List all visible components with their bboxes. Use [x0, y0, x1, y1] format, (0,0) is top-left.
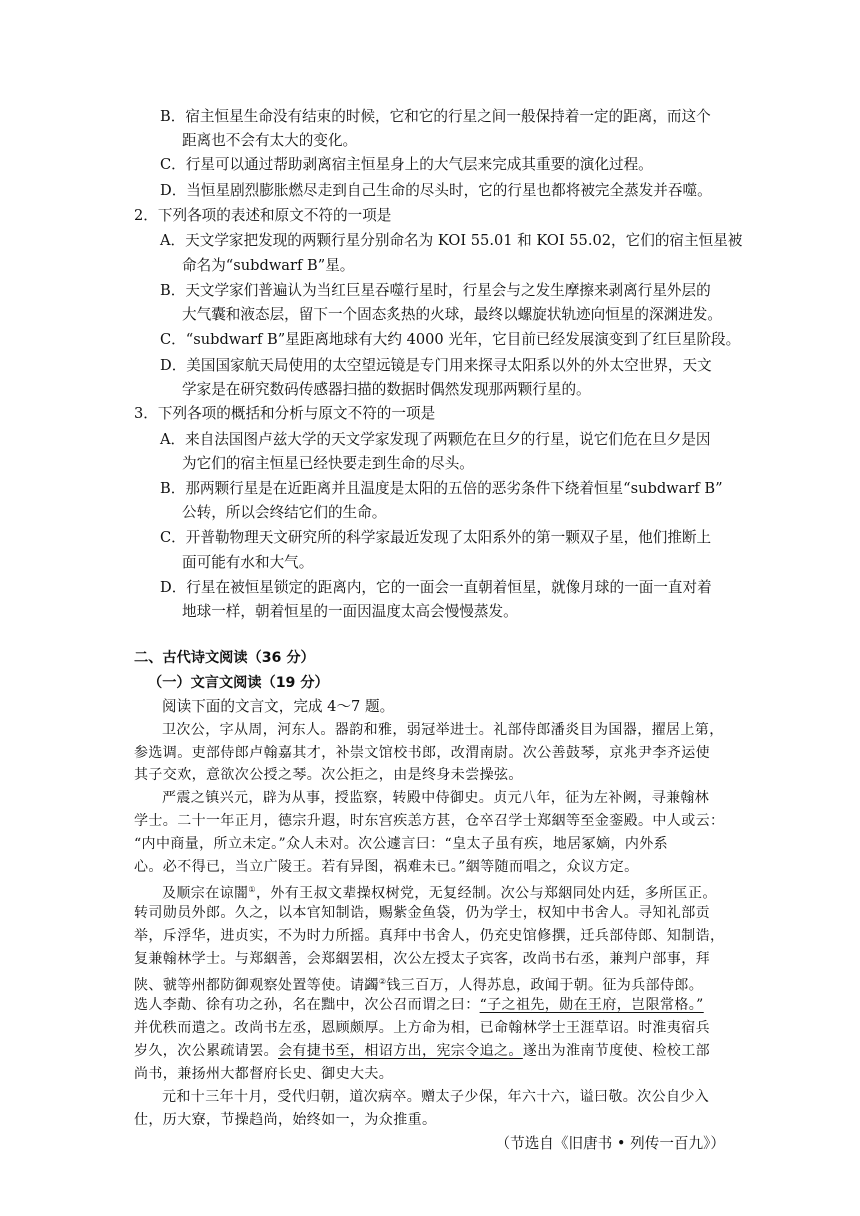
- q3-option-b-line2: 公转，所以会终结它们的生命。: [182, 504, 387, 521]
- passage-text: 及顺宗在谅闇: [162, 885, 249, 902]
- q2-option-b-line2: 大气囊和液态层，留下一个固态炙热的火球，最终以螺旋状轨迹向恒星的深渊进发。: [182, 306, 722, 323]
- passage-text: 岁久，次公累疏请罢。: [134, 1043, 278, 1059]
- passage-p2-line4: 心。必不得已，当立广陵王。若有异图，祸难未已。”絪等随而唱之，众议方定。: [134, 859, 639, 875]
- passage-p2-line2: 学士。二十一年正月，德宗升遐，时东宫疾恙方甚，仓卒召学士郑絪等至金銮殿。中人或云：: [134, 813, 725, 829]
- subsection-title: （一）文言文阅读（19 分）: [148, 675, 329, 691]
- passage-p1-line2: 参选调。吏部侍郎卢翰嘉其才，补崇文馆校书郎，改渭南尉。次公善鼓琴，京兆尹李齐运使: [134, 745, 710, 761]
- section-title: 二、古代诗文阅读（36 分）: [134, 650, 315, 666]
- passage-p3-line5: [134, 972, 703, 996]
- passage-text: 钱三百万，人得苏息，政闻于朝。征为兵部侍郎。: [386, 977, 704, 994]
- q2-option-d-line1: D．美国国家航天局使用的太空望远镜是专门用来探寻太阳系以外的外太空世界，天文: [160, 357, 712, 374]
- q3-option-b-line1: B．那两颗行星是在近距离并且温度是太阳的五倍的恶劣条件下绕着恒星“subdwarf B”: [160, 480, 723, 497]
- footnote-marker-1: ①: [248, 885, 256, 894]
- q1-option-b-line2: 距离也不会有太大的变化。: [182, 132, 358, 149]
- passage-p3-line4: 复兼翰林学士。与郑絪善，会郑絪罢相，次公左授太子宾客，改尚书右丞，兼判户部事，拜: [134, 951, 710, 967]
- q3-option-c-line2: 面可能有水和大气。: [182, 554, 314, 571]
- q3-option-c-line1: C．开普勒物理天文研究所的科学家最近发现了太阳系外的第一颗双子星，他们推断上: [160, 529, 712, 546]
- passage-p3-line2: 转司勋员外郎。久之，以本官知制诰，赐紫金鱼袋，仍为学士，权知中书舍人。寻知礼部贡: [134, 905, 710, 921]
- passage-text: 陕、虢等州都防御观察处置等使。请蠲: [134, 977, 379, 994]
- passage-text: ，外有王叔文辈操权树党，无复经制。次公与郑絪同处内廷，多所匡正。: [255, 885, 717, 902]
- underlined-sentence-2: 会有捷书至，相诏方出，宪宗令追之。: [278, 1043, 523, 1059]
- q2-stem: 2．下列各项的表述和原文不符的一项是: [134, 207, 392, 224]
- passage-text: 遂出为淮南节度使、检校工部: [522, 1043, 711, 1059]
- passage-p3-line7: 并优秩而遣之。改尚书左丞，恩顾颇厚。上方命为相，已命翰林学士王涯草诏。时淮夷宿兵: [134, 1020, 710, 1036]
- passage-p3-line1: [162, 880, 717, 904]
- q3-option-d-line1: D．行星在被恒星锁定的距离内，它的一面会一直朝着恒星，就像月球的一面一直对着: [160, 579, 712, 596]
- passage-p3-line8: [134, 1041, 710, 1061]
- q1-option-d: D．当恒星剧烈膨胀燃尽走到自己生命的尽头时，它的行星也都将被完全蒸发并吞噬。: [160, 182, 712, 199]
- q2-option-a-line2: 命名为“subdwarf B”星。: [182, 257, 355, 274]
- passage-p4-line1: 元和十三年十月，受代归朝，道次病卒。赠太子少保，年六十六，谥曰敬。次公自少入: [162, 1089, 710, 1105]
- passage-p3-line9: 尚书，兼扬州大都督府长史、御史大夫。: [134, 1066, 394, 1082]
- passage-p4-line2: 仕，历大寮，节操趋尚，始终如一，为众推重。: [134, 1112, 437, 1128]
- q2-option-c: C．“subdwarf B”星距离地球有大约 4000 光年，它目前已经发展演变到了红巨星阶段。: [160, 331, 741, 348]
- q1-option-b-line1: B．宿主恒星生命没有结束的时候，它和它的行星之间一般保持着一定的距离，而这个: [160, 108, 711, 125]
- q2-option-d-line2: 学家是在研究数码传感器扫描的数据时偶然发现那两颗行星的。: [182, 381, 591, 398]
- reading-instruction: 阅读下面的文言文，完成 4～7 题。: [162, 698, 395, 715]
- q3-option-d-line2: 地球一样，朝着恒星的一面因温度太高会慢慢蒸发。: [182, 603, 518, 620]
- passage-text: 选人李勣、徐有功之孙，名在黜中，次公召而谓之曰：: [134, 997, 480, 1013]
- footnote-marker-2: ②: [378, 977, 387, 986]
- q2-option-b-line1: B．天文学家们普遍认为当红巨星吞噬行星时，行星会与之发生摩擦来剥离行星外层的: [160, 282, 711, 299]
- passage-p1-line1: 卫次公，字从周，河东人。器韵和雅，弱冠举进士。礼部侍郎潘炎目为国器，擢居上第，: [162, 722, 724, 738]
- q1-option-c: C．行星可以通过帮助剥离宿主恒星身上的大气层来完成其重要的演化过程。: [160, 156, 653, 173]
- passage-p1-line3: 其子交欢，意欲次公授之琴。次公拒之，由是终身未尝操弦。: [134, 767, 523, 783]
- passage-p2-line1: 严震之镇兴元，辟为从事，授监察，转殿中侍御史。贞元八年，征为左补阙，寻兼翰林: [162, 790, 710, 806]
- passage-p3-line3: 举，斥浮华，进贞实，不为时力所摇。真拜中书舍人，仍充史馆修撰，迁兵部侍郎、知制诰，: [134, 928, 725, 944]
- q2-option-a-line1: A．天文学家把发现的两颗行星分别命名为 KOI 55.01 和 KOI 55.02，它们的宿主恒星被: [160, 232, 743, 249]
- q3-option-a-line2: 为它们的宿主恒星已经快要走到生命的尽头。: [182, 455, 474, 472]
- q3-option-a-line1: A．来自法国图卢兹大学的天文学家发现了两颗危在旦夕的行星，说它们危在旦夕是因: [160, 431, 711, 448]
- underlined-sentence-1: “子之祖先，勋在王府，岂限常格。”: [479, 997, 704, 1013]
- q3-stem: 3．下列各项的概括和分析与原文不符的一项是: [134, 405, 436, 422]
- passage-p2-line3: “内中商量，所立未定。”众人未对。次公遽言曰：“皇太子虽有疾，地居冢嫡，内外系: [134, 836, 669, 852]
- passage-source: （节选自《旧唐书 • 列传一百九》）: [495, 1135, 725, 1152]
- passage-p3-line6: [134, 995, 704, 1015]
